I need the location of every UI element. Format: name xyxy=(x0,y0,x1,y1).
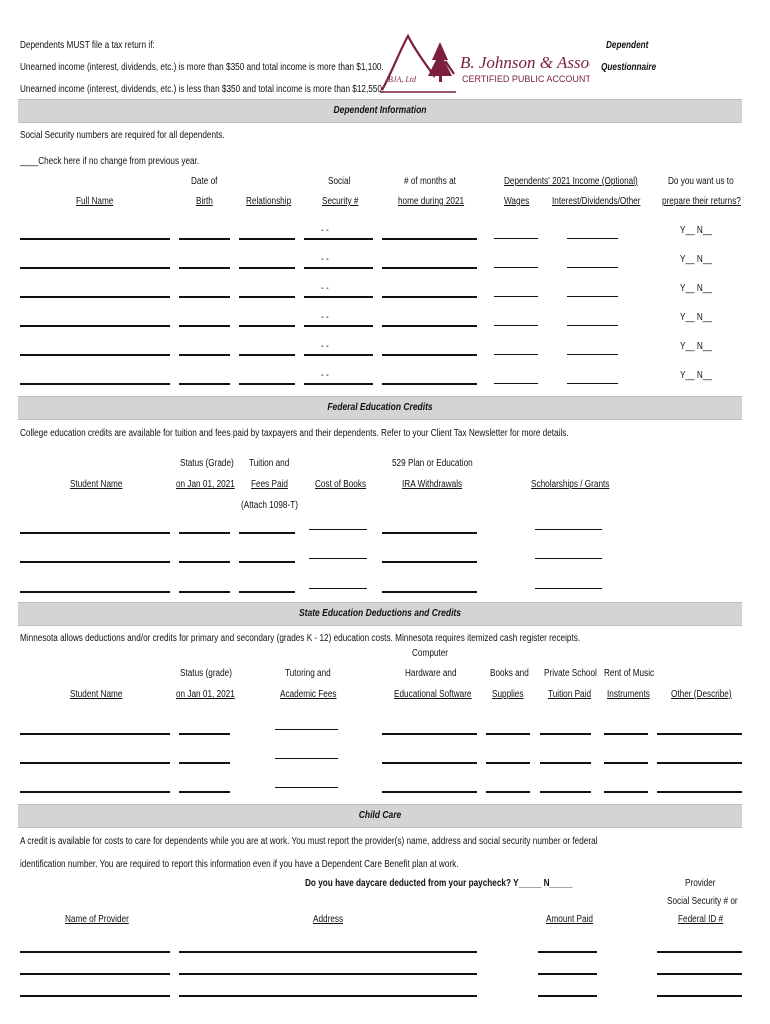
prepare-return-yes-no: Y__ N__ xyxy=(680,341,712,352)
logo-monogram: BJA, Ltd xyxy=(388,75,416,84)
fed-529-field[interactable] xyxy=(382,591,477,593)
fed-status-field[interactable] xyxy=(179,591,230,593)
requirement-line-2: Unearned income (interest, dividends, etc.) is less than $350 and total income is more than $12,550. xyxy=(20,84,385,95)
prepare-return-yes-no: Y__ N__ xyxy=(680,283,712,294)
state-books-field[interactable] xyxy=(486,733,530,735)
state-computer-field[interactable] xyxy=(382,733,477,735)
dependent-dob-field[interactable] xyxy=(179,354,230,356)
dependent-interest-field[interactable] xyxy=(567,296,618,297)
dependent-months-field[interactable] xyxy=(382,267,477,269)
dependent-relationship-field[interactable] xyxy=(239,354,295,356)
ssn-dashes: - - xyxy=(321,312,329,323)
ssn-dashes: - - xyxy=(321,341,329,352)
company-logo xyxy=(378,32,590,94)
state-status-field[interactable] xyxy=(179,791,230,793)
st-col-books-line2: Supplies xyxy=(492,689,524,700)
st-col-private-line1: Private School xyxy=(544,668,597,679)
dependent-months-field[interactable] xyxy=(382,325,477,327)
dependent-interest-field[interactable] xyxy=(567,354,618,355)
state-music-field[interactable] xyxy=(604,791,648,793)
col-ssn-line2: Security # xyxy=(322,196,359,207)
fed-books-field[interactable] xyxy=(309,558,367,559)
cc-col-provider-line1: Provider xyxy=(685,878,716,889)
dependent-ssn-field[interactable] xyxy=(304,383,373,385)
fed-tuition-field[interactable] xyxy=(239,561,295,563)
dependent-interest-field[interactable] xyxy=(567,238,618,239)
fed-col-status-line1: Status (Grade) xyxy=(180,458,234,469)
state-other-field[interactable] xyxy=(657,733,742,735)
provider-id-field[interactable] xyxy=(657,951,742,953)
prepare-return-yes-no: Y__ N__ xyxy=(680,254,712,265)
logo-company-name: B. Johnson & Asso xyxy=(460,53,590,72)
cc-col-provider-line3: Federal ID # xyxy=(678,914,724,925)
dependent-ssn-field[interactable] xyxy=(304,296,373,298)
dependent-relationship-field[interactable] xyxy=(239,296,295,298)
dependent-name-field[interactable] xyxy=(20,238,170,240)
provider-address-field[interactable] xyxy=(179,973,477,975)
col-months-line2: home during 2021 xyxy=(398,196,465,207)
dependent-dob-field[interactable] xyxy=(179,296,230,298)
provider-amount-field[interactable] xyxy=(538,995,597,997)
section-bar-dependent-info xyxy=(18,99,742,123)
fed-status-field[interactable] xyxy=(179,532,230,534)
fed-student-name-field[interactable] xyxy=(20,561,170,563)
state-other-field[interactable] xyxy=(657,791,742,793)
provider-amount-field[interactable] xyxy=(538,951,597,953)
fed-529-field[interactable] xyxy=(382,561,477,563)
dependent-ssn-field[interactable] xyxy=(304,267,373,269)
state-tutoring-field[interactable] xyxy=(275,758,338,759)
ssn-dashes: - - xyxy=(321,370,329,381)
section-bar-federal-ed xyxy=(18,396,742,420)
fed-scholarship-field[interactable] xyxy=(535,588,602,589)
provider-id-field[interactable] xyxy=(657,973,742,975)
state-status-field[interactable] xyxy=(179,733,230,735)
logo-tagline: CERTIFIED PUBLIC ACCOUNT xyxy=(462,74,590,84)
dependent-relationship-field[interactable] xyxy=(239,325,295,327)
dependent-wages-field[interactable] xyxy=(494,238,538,239)
st-col-tutoring-line1: Tutoring and xyxy=(285,668,331,679)
dependent-wages-field[interactable] xyxy=(494,325,538,326)
section-bar-child-care xyxy=(18,804,742,828)
ssn-dashes: - - xyxy=(321,225,329,236)
st-col-music-line2: Instruments xyxy=(607,689,650,700)
prepare-return-yes-no: Y__ N__ xyxy=(680,370,712,381)
section-heading-federal-ed: Federal Education Credits xyxy=(327,402,433,413)
no-change-checkbox-label[interactable]: ____Check here if no change from previous year. xyxy=(20,156,200,167)
dependent-name-field[interactable] xyxy=(20,383,170,385)
fed-col-529-line1: 529 Plan or Education xyxy=(392,458,473,469)
state-private-school-field[interactable] xyxy=(540,762,591,764)
fed-student-name-field[interactable] xyxy=(20,532,170,534)
fed-student-name-field[interactable] xyxy=(20,591,170,593)
provider-name-field[interactable] xyxy=(20,995,170,997)
fed-col-529-line2: IRA Withdrawals xyxy=(402,479,463,490)
col-income-group: Dependents' 2021 Income (Optional) xyxy=(504,176,638,187)
col-wages: Wages xyxy=(504,196,530,207)
state-ed-note: Minnesota allows deductions and/or credits for primary and secondary (grades K - 12) education costs. Minnesota requires itemized cash register receipts. xyxy=(20,633,581,644)
ssn-required-note: Social Security numbers are required for all dependents. xyxy=(20,130,225,141)
dependent-relationship-field[interactable] xyxy=(239,238,295,240)
dependent-ssn-field[interactable] xyxy=(304,238,373,240)
state-computer-field[interactable] xyxy=(382,762,477,764)
dependent-wages-field[interactable] xyxy=(494,267,538,268)
section-bar-state-ed xyxy=(18,602,742,626)
daycare-paycheck-question[interactable]: Do you have daycare deducted from your paycheck? Y_____ N_____ xyxy=(305,878,573,889)
dependent-wages-field[interactable] xyxy=(494,383,538,384)
state-status-field[interactable] xyxy=(179,762,230,764)
state-private-school-field[interactable] xyxy=(540,791,591,793)
fed-scholarship-field[interactable] xyxy=(535,558,602,559)
state-other-field[interactable] xyxy=(657,762,742,764)
col-interest-dividends: Interest/Dividends/Other xyxy=(552,196,641,207)
st-col-status-line2: on Jan 01, 2021 xyxy=(176,689,235,700)
dependent-name-field[interactable] xyxy=(20,296,170,298)
provider-id-field[interactable] xyxy=(657,995,742,997)
dependent-interest-field[interactable] xyxy=(567,267,618,268)
state-tutoring-field[interactable] xyxy=(275,729,338,730)
fed-tuition-field[interactable] xyxy=(239,532,295,534)
col-dob-line2: Birth xyxy=(196,196,213,207)
provider-name-field[interactable] xyxy=(20,973,170,975)
state-books-field[interactable] xyxy=(486,762,530,764)
dependent-dob-field[interactable] xyxy=(179,238,230,240)
federal-ed-note: College education credits are available for tuition and fees paid by taxpayers and their dependents. Refer to your Client Tax Newsletter for more details. xyxy=(20,428,569,439)
fed-col-books: Cost of Books xyxy=(315,479,367,490)
fed-books-field[interactable] xyxy=(309,588,367,589)
ssn-dashes: - - xyxy=(321,283,329,294)
dependent-months-field[interactable] xyxy=(382,354,477,356)
dependent-name-field[interactable] xyxy=(20,267,170,269)
st-col-status-line1: Status (grade) xyxy=(180,668,232,679)
dependent-wages-field[interactable] xyxy=(494,296,538,297)
fed-col-scholarships: Scholarships / Grants xyxy=(531,479,610,490)
dependent-ssn-field[interactable] xyxy=(304,354,373,356)
cc-col-address: Address xyxy=(313,914,344,925)
dependent-wages-field[interactable] xyxy=(494,354,538,355)
dependent-name-field[interactable] xyxy=(20,325,170,327)
form-title-line-1: Dependent xyxy=(606,40,649,51)
provider-name-field[interactable] xyxy=(20,951,170,953)
dependent-months-field[interactable] xyxy=(382,296,477,298)
fed-scholarship-field[interactable] xyxy=(535,529,602,530)
provider-address-field[interactable] xyxy=(179,951,477,953)
col-prepare-line2: prepare their returns? xyxy=(662,196,741,207)
col-months-line1: # of months at xyxy=(404,176,456,187)
dependent-relationship-field[interactable] xyxy=(239,267,295,269)
prepare-return-yes-no: Y__ N__ xyxy=(680,225,712,236)
fed-col-tuition-line3: (Attach 1098-T) xyxy=(241,500,298,511)
fed-529-field[interactable] xyxy=(382,532,477,534)
fed-col-tuition-line2: Fees Paid xyxy=(251,479,288,490)
cc-col-provider-line2: Social Security # or xyxy=(667,896,738,907)
dependent-dob-field[interactable] xyxy=(179,383,230,385)
state-tutoring-field[interactable] xyxy=(275,787,338,788)
section-heading-dependent-info: Dependent Information xyxy=(333,105,427,116)
state-student-name-field[interactable] xyxy=(20,791,170,793)
cc-col-amount-paid: Amount Paid xyxy=(546,914,593,925)
state-student-name-field[interactable] xyxy=(20,733,170,735)
section-heading-child-care: Child Care xyxy=(358,810,402,821)
st-col-books-line1: Books and xyxy=(490,668,529,679)
fed-col-student-name: Student Name xyxy=(70,479,123,490)
state-music-field[interactable] xyxy=(604,762,648,764)
dependent-ssn-field[interactable] xyxy=(304,325,373,327)
fed-tuition-field[interactable] xyxy=(239,591,295,593)
provider-address-field[interactable] xyxy=(179,995,477,997)
section-heading-state-ed: State Education Deductions and Credits xyxy=(298,608,462,619)
dependent-months-field[interactable] xyxy=(382,238,477,240)
st-col-computer-line3: Educational Software xyxy=(394,689,472,700)
fed-status-field[interactable] xyxy=(179,561,230,563)
cc-col-name-of-provider: Name of Provider xyxy=(65,914,129,925)
dependent-interest-field[interactable] xyxy=(567,325,618,326)
child-care-note-2: identification number. You are required to report this information even if you have a Dependent Care Benefit plan at work. xyxy=(20,859,459,870)
dependent-dob-field[interactable] xyxy=(179,325,230,327)
dependent-months-field[interactable] xyxy=(382,383,477,385)
st-col-computer-line1: Computer xyxy=(412,648,449,659)
ssn-dashes: - - xyxy=(321,254,329,265)
state-student-name-field[interactable] xyxy=(20,762,170,764)
fed-col-tuition-line1: Tuition and xyxy=(249,458,290,469)
dependent-name-field[interactable] xyxy=(20,354,170,356)
provider-amount-field[interactable] xyxy=(538,973,597,975)
dependent-dob-field[interactable] xyxy=(179,267,230,269)
st-col-private-line2: Tuition Paid xyxy=(548,689,591,700)
state-private-school-field[interactable] xyxy=(540,733,591,735)
form-title-line-2: Questionnaire xyxy=(601,62,657,73)
col-dob-line1: Date of xyxy=(191,176,218,187)
state-computer-field[interactable] xyxy=(382,791,477,793)
child-care-note-1: A credit is available for costs to care for dependents while you are at work. You must report the provider(s) name, address and social security number or federal xyxy=(20,836,598,847)
dependent-interest-field[interactable] xyxy=(567,383,618,384)
state-music-field[interactable] xyxy=(604,733,648,735)
col-relationship: Relationship xyxy=(246,196,292,207)
col-full-name: Full Name xyxy=(76,196,114,207)
prepare-return-yes-no: Y__ N__ xyxy=(680,312,712,323)
st-col-tutoring-line2: Academic Fees xyxy=(280,689,337,700)
mountain-tree-icon xyxy=(378,32,590,94)
requirement-line-1: Unearned income (interest, dividends, etc.) is more than $350 and total income is more than $1,100. xyxy=(20,62,384,73)
state-books-field[interactable] xyxy=(486,791,530,793)
st-col-student-name: Student Name xyxy=(70,689,123,700)
st-col-music-line1: Rent of Music xyxy=(604,668,655,679)
fed-books-field[interactable] xyxy=(309,529,367,530)
st-col-other: Other (Describe) xyxy=(671,689,732,700)
requirement-heading: Dependents MUST file a tax return if: xyxy=(20,40,155,51)
dependent-relationship-field[interactable] xyxy=(239,383,295,385)
st-col-computer-line2: Hardware and xyxy=(405,668,457,679)
fed-col-status-line2: on Jan 01, 2021 xyxy=(176,479,235,490)
col-prepare-line1: Do you want us to xyxy=(668,176,734,187)
col-ssn-line1: Social xyxy=(328,176,351,187)
